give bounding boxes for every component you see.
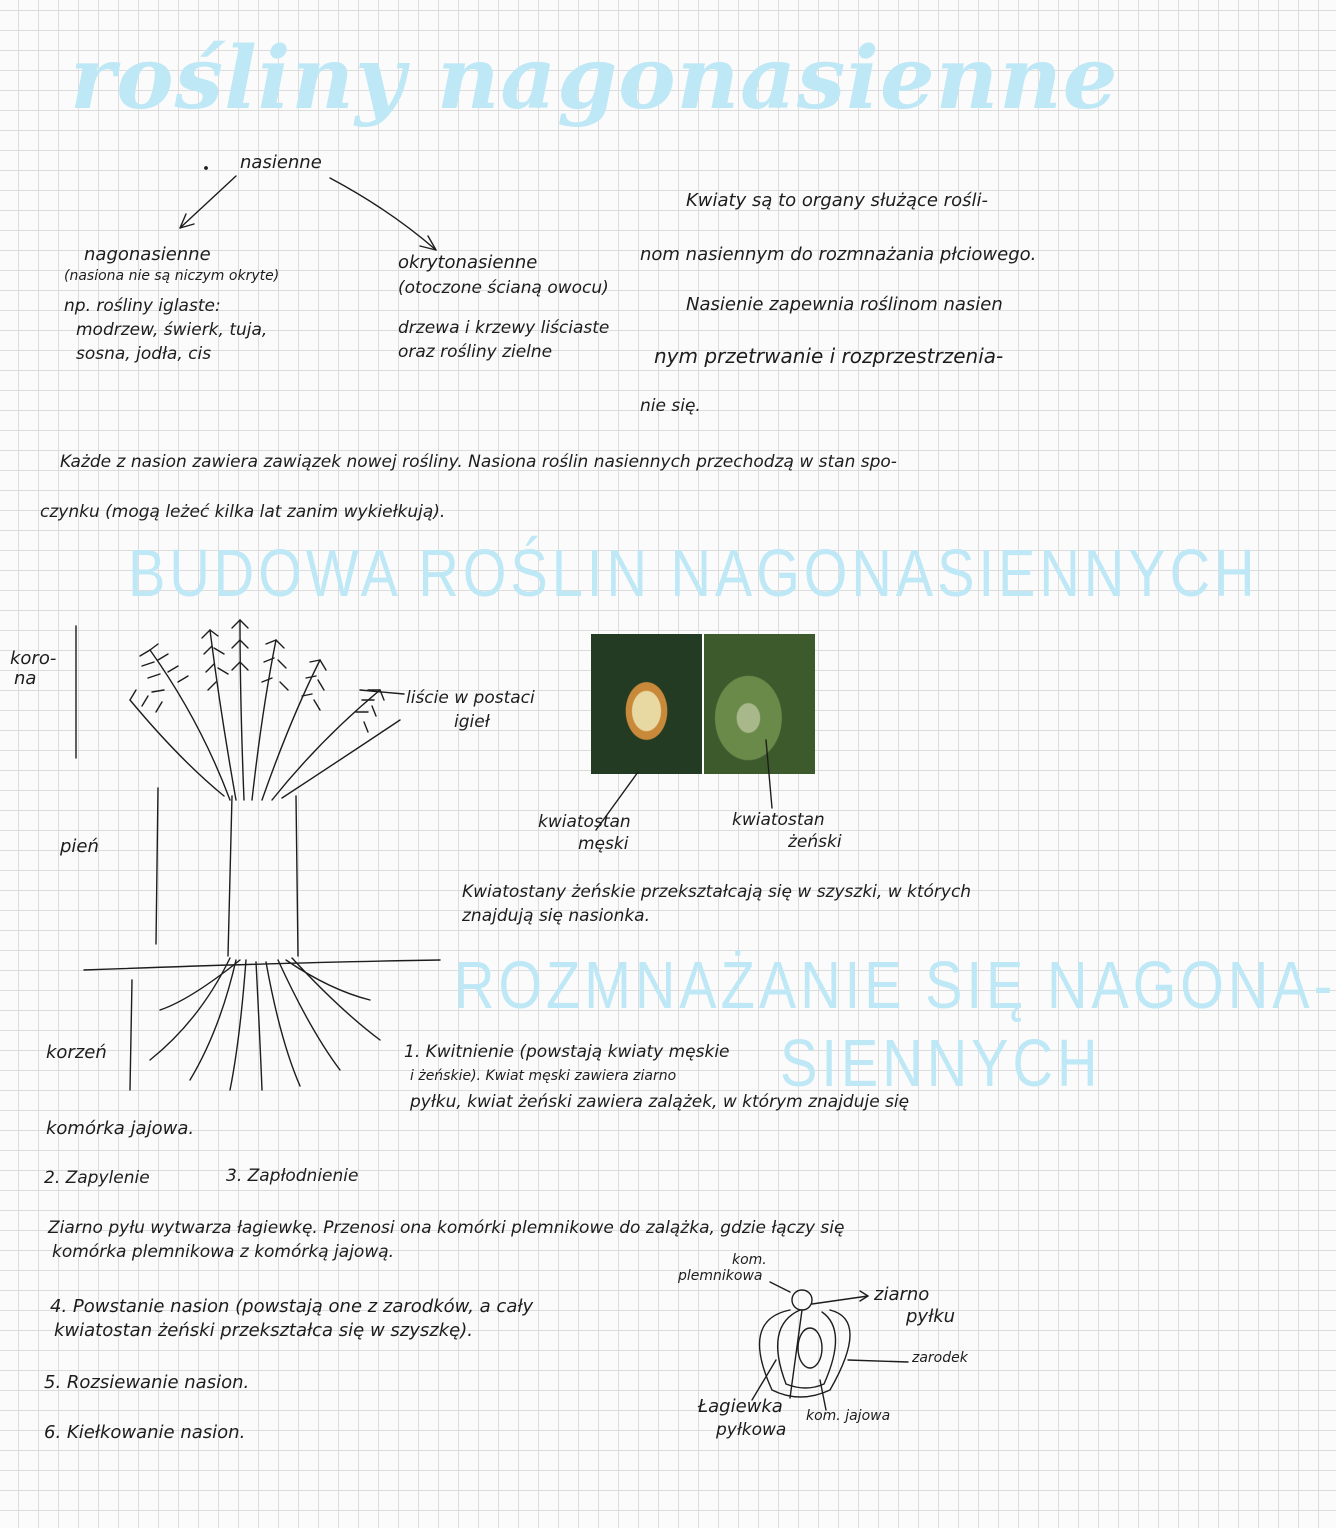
- tree-roots: [150, 958, 380, 1090]
- step-3: 3. Zapłodnienie: [226, 1166, 359, 1186]
- diagram-label-pollen-2: pyłku: [906, 1306, 956, 1327]
- flowers-line-3: Nasienie zapewnia roślinom nasien: [686, 294, 1003, 315]
- tree-trunk: [228, 796, 298, 956]
- arrow-to-gymnosperms: [180, 176, 236, 228]
- step-1-line-4: komórka jajowa.: [46, 1118, 195, 1139]
- gymnosperm-label: nagonasienne: [84, 244, 211, 265]
- step-1-line-2: i żeńskie). Kwiat męski zawiera ziarno: [410, 1068, 677, 1084]
- diagram-label-sperm-2: plemnikowa: [678, 1268, 763, 1284]
- gymnosperm-note: (nasiona nie są niczym okryte): [64, 268, 280, 284]
- male-label-1: kwiatostan: [538, 812, 631, 832]
- step-2: 2. Zapylenie: [44, 1168, 150, 1188]
- flowers-line-5: nie się.: [640, 396, 701, 416]
- flowers-line-2: nom nasiennym do rozmnażania płciowego.: [640, 244, 1037, 265]
- section-structure-heading: BUDOWA ROŚLIN NAGONASIENNYCH: [128, 534, 1259, 611]
- cone-text-1: Kwiatostany żeńskie przekształcają się w szyszki, w których: [462, 882, 972, 902]
- pollen-grain: [792, 1290, 812, 1310]
- step-1-line-3: pyłku, kwiat żeński zawiera zalążek, w którym znajduje się: [410, 1092, 910, 1112]
- label-root: korzeń: [46, 1042, 107, 1063]
- diagram-label-sperm-1: kom.: [732, 1252, 767, 1268]
- label-leaves-2: igieł: [454, 712, 490, 732]
- diagram-label-pollen-1: ziarno: [874, 1284, 930, 1305]
- flowers-line-1: Kwiaty są to organy służące rośli-: [686, 190, 988, 211]
- seed-line-1: Każde z nasion zawiera zawiązek nowej rośliny. Nasiona roślin nasiennych przechodzą w stan spo-: [60, 452, 897, 472]
- gymnosperm-list-2: sosna, jodła, cis: [76, 344, 212, 364]
- female-label-2: żeński: [788, 832, 842, 852]
- seed-line-2: czynku (mogą leżeć kilka lat zanim wykiełkują).: [40, 502, 446, 522]
- diagram-label-tube-1: Łagiewka: [698, 1396, 783, 1417]
- ground-line: [84, 960, 440, 970]
- cone-text-2: znajdują się nasionka.: [462, 906, 651, 926]
- diagram-label-egg: kom. jajowa: [806, 1408, 891, 1424]
- step-4-line-1: 4. Powstanie nasion (powstają one z zarodków, a cały: [50, 1296, 534, 1317]
- label-trunk: pień: [60, 836, 99, 857]
- label-crown-1: koro-: [10, 648, 57, 669]
- diagram-label-embryo: zarodek: [912, 1350, 968, 1366]
- pollen-line-1: Ziarno pyłu wytwarza łagiewkę. Przenosi ona komórki plemnikowe do zalążka, gdzie łączy się: [48, 1218, 845, 1238]
- pollen-tube: [790, 1310, 802, 1398]
- step-1-line-1: 1. Kwitnienie (powstają kwiaty męskie: [404, 1042, 730, 1062]
- male-label-2: męski: [578, 834, 629, 854]
- flowers-line-4: nym przetrwanie i rozprzestrzenia-: [654, 344, 1004, 368]
- ovule-diagram: [752, 1282, 908, 1410]
- gymnosperm-example: np. rośliny iglaste:: [64, 296, 221, 316]
- step-4-line-2: kwiatostan żeński przekształca się w szyszkę).: [54, 1320, 473, 1341]
- root-bracket: [130, 980, 132, 1090]
- page-title: rośliny nagonasienne: [70, 28, 1119, 129]
- tree-crown: [130, 620, 400, 800]
- angiosperm-desc-2: oraz rośliny zielne: [398, 342, 553, 362]
- section-reproduction-heading-1: ROZMNAŻANIE SIĘ NAGONA-: [454, 946, 1336, 1023]
- female-label-1: kwiatostan: [732, 810, 825, 830]
- trunk-bracket: [156, 788, 158, 944]
- pollen-line-2: komórka plemnikowa z komórką jajową.: [52, 1242, 395, 1262]
- section-reproduction-heading-2: SIENNYCH: [780, 1024, 1102, 1101]
- angiosperm-desc-1: drzewa i krzewy liściaste: [398, 318, 610, 338]
- male-pointer: [596, 772, 638, 830]
- egg-cell: [798, 1328, 822, 1368]
- gymnosperm-list-1: modrzew, świerk, tuja,: [76, 320, 268, 340]
- classification-root: nasienne: [240, 152, 322, 173]
- angiosperm-note: (otoczone ścianą owocu): [398, 278, 609, 298]
- arrow-to-angiosperms: [330, 178, 436, 250]
- angiosperm-label: okrytonasienne: [398, 252, 538, 273]
- diagram-label-tube-2: pyłkowa: [716, 1420, 787, 1440]
- step-6: 6. Kiełkowanie nasion.: [44, 1422, 246, 1443]
- step-5: 5. Rozsiewanie nasion.: [44, 1372, 250, 1393]
- label-crown-2: na: [14, 668, 37, 689]
- female-pointer: [766, 740, 772, 808]
- label-leaves-1: liście w postaci: [406, 688, 535, 708]
